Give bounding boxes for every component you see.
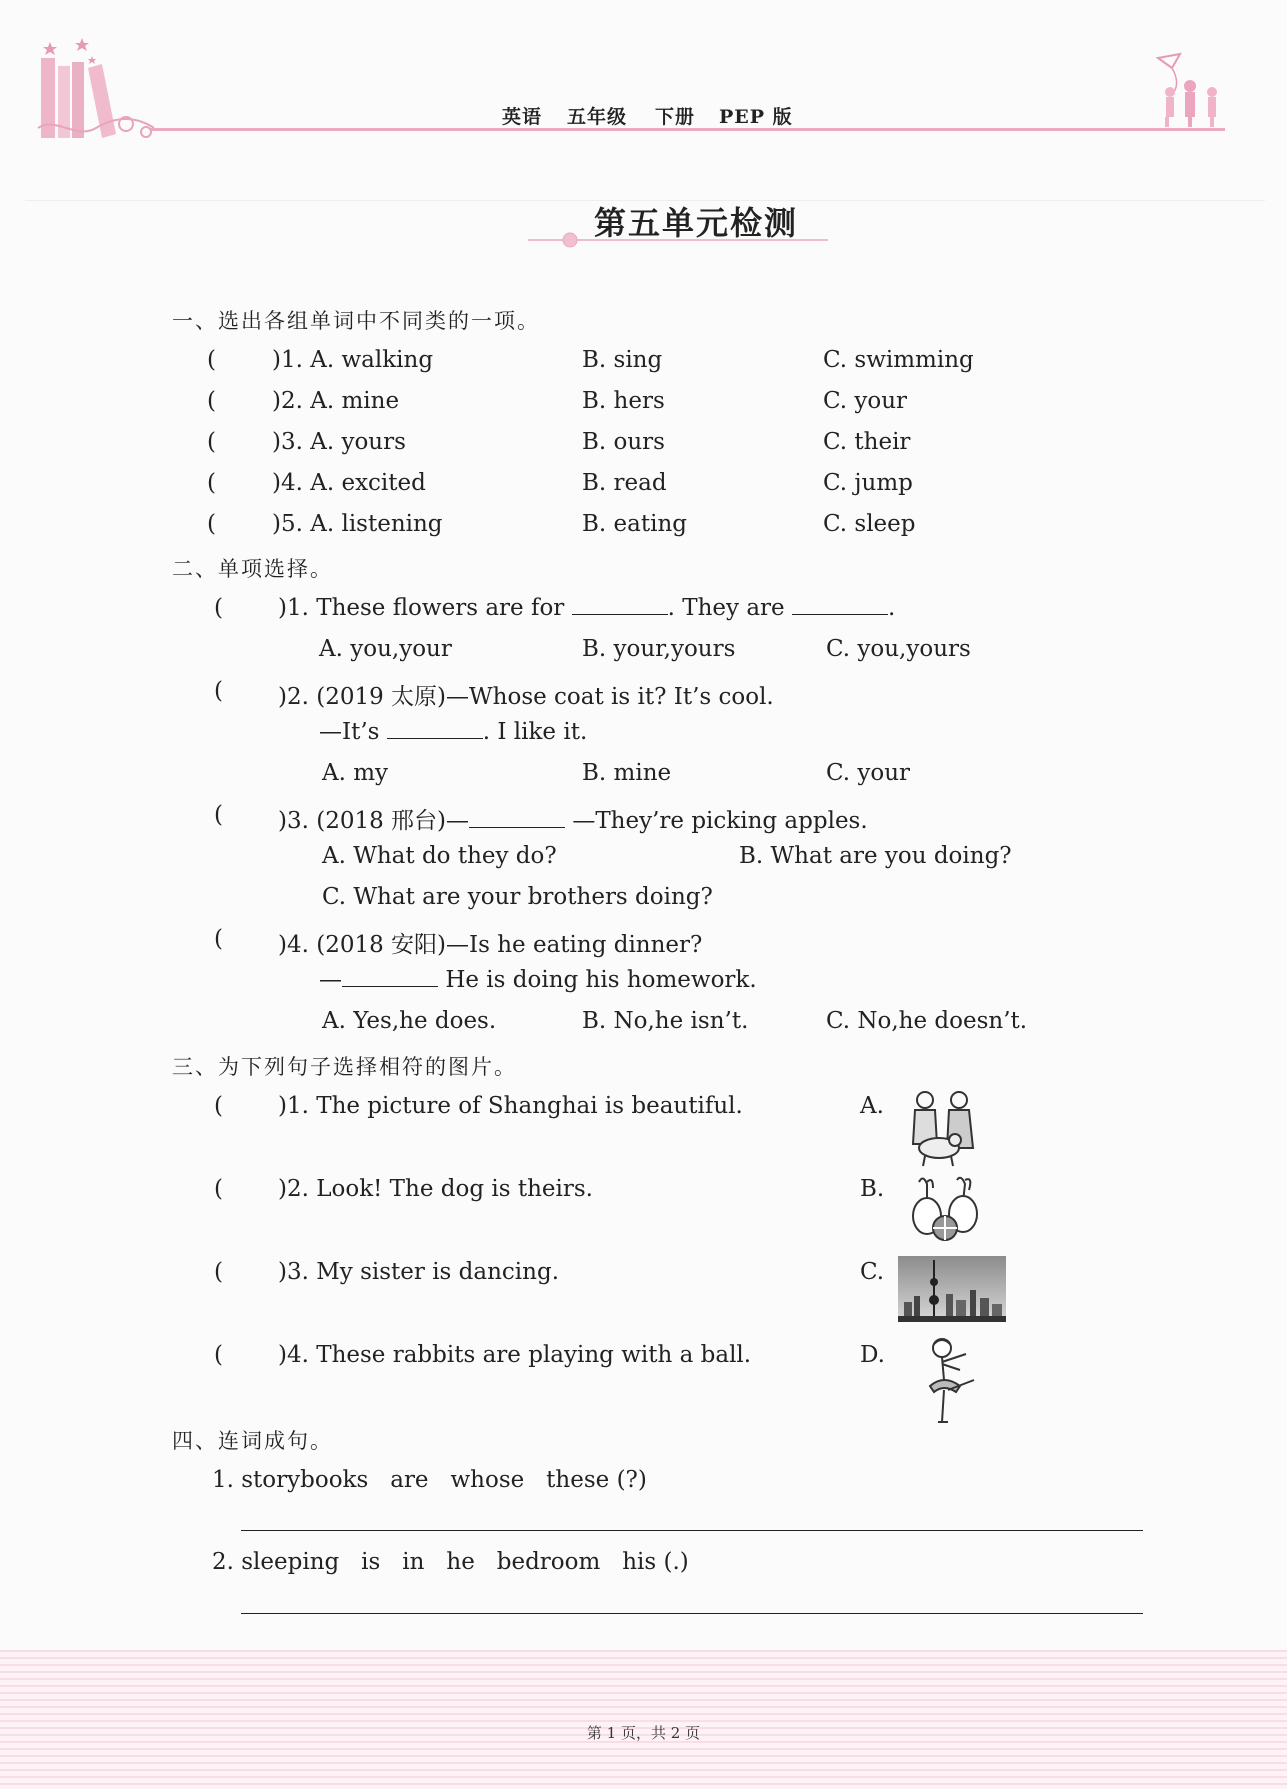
s1-q1-option-a: )1. A. walking: [272, 347, 434, 373]
s2-q4-line2-pre: —: [319, 967, 342, 993]
s2-q1-option-b: B. your,yours: [582, 636, 736, 662]
title-underline: [528, 230, 828, 250]
s4-q2-words: 2. sleeping is in he bedroom his (.): [212, 1549, 689, 1575]
section3-heading: 三、为下列句子选择相符的图片。: [172, 1055, 517, 1079]
s1-q5-option-c: C. sleep: [823, 511, 916, 537]
s2-paren[interactable]: (: [214, 926, 223, 952]
s2-q1-post: .: [887, 595, 896, 621]
s2-q3-pre: )3. (2018 邢台)—: [278, 808, 470, 834]
s2-q2-line2-post: . I like it.: [482, 719, 588, 745]
s3-q3-text: )3. My sister is dancing.: [278, 1259, 560, 1285]
s2-q3-post: —They’re picking apples.: [572, 808, 868, 834]
s3-q2-text: )2. Look! The dog is theirs.: [278, 1176, 593, 1202]
s1-q2-option-b: B. hers: [582, 388, 665, 414]
s2-q3-option-a: A. What do they do?: [322, 843, 557, 869]
s2-q3-option-c: C. What are your brothers doing?: [322, 884, 713, 910]
s2-q2-stem: )2. (2019 太原)—Whose coat is it? It’s cool.: [278, 684, 774, 710]
s4-q1-words: 1. storybooks are whose these (?): [212, 1467, 647, 1493]
picture-b-rabbits-with-ball: [905, 1174, 985, 1244]
header-edition: PEP 版: [719, 106, 793, 128]
s2-q2-line2: [319, 719, 587, 745]
s3-paren[interactable]: (: [214, 1259, 223, 1285]
s1-q1-option-c: C. swimming: [823, 347, 974, 373]
s1-q3-option-b: B. ours: [582, 429, 665, 455]
picture-d-dancing-girl: [920, 1336, 990, 1428]
s2-q4-option-b: B. No,he isn’t.: [582, 1008, 749, 1034]
answer-blank[interactable]: [792, 596, 888, 615]
picture-a-people-with-dog: [903, 1088, 983, 1168]
s3-letter-d: D.: [860, 1342, 885, 1368]
s1-q2-option-a: )2. A. mine: [272, 388, 400, 414]
section2-heading: 二、单项选择。: [172, 557, 333, 581]
section4-heading: 四、连词成句。: [172, 1429, 333, 1453]
s1-q5-option-b: B. eating: [582, 511, 687, 537]
header-decoration-right: [1150, 52, 1232, 130]
s2-q2-option-a: A. my: [322, 760, 389, 786]
header-subject: 英语: [502, 106, 543, 128]
s1-q4-option-b: B. read: [582, 470, 667, 496]
s2-paren[interactable]: (: [214, 678, 223, 704]
s1-q3-option-a: )3. A. yours: [272, 429, 406, 455]
s1-q1-option-b: B. sing: [582, 347, 663, 373]
s1-paren[interactable]: (: [207, 429, 216, 455]
s3-q4-text: )4. These rabbits are playing with a ball.: [278, 1342, 752, 1368]
s3-paren[interactable]: (: [214, 1093, 223, 1119]
s1-q4-option-a: )4. A. excited: [272, 470, 426, 496]
s3-q1-text: )1. The picture of Shanghai is beautiful.: [278, 1093, 743, 1119]
header-grade: 五年级: [567, 106, 628, 128]
s2-paren[interactable]: (: [214, 595, 223, 621]
s2-q4-option-c: C. No,he doesn’t.: [826, 1008, 1028, 1034]
s2-q3-stem: [278, 802, 868, 835]
answer-blank[interactable]: [469, 809, 565, 828]
s2-q2-option-c: C. your: [826, 760, 911, 786]
picture-c-shanghai-skyline: [898, 1256, 1006, 1322]
answer-blank[interactable]: [342, 968, 438, 987]
s1-q4-option-c: C. jump: [823, 470, 913, 496]
s1-paren[interactable]: (: [207, 511, 216, 537]
s2-q1-stem: [278, 595, 895, 621]
s3-paren[interactable]: (: [214, 1342, 223, 1368]
s3-paren[interactable]: (: [214, 1176, 223, 1202]
s2-q4-option-a: A. Yes,he does.: [322, 1008, 497, 1034]
header-term: 下册: [655, 106, 696, 128]
section1-heading: 一、选出各组单词中不同类的一项。: [172, 309, 540, 333]
s2-paren[interactable]: (: [214, 802, 223, 828]
s2-q3-option-b: B. What are you doing?: [739, 843, 1012, 869]
s2-q4-stem: )4. (2018 安阳)—Is he eating dinner?: [278, 932, 703, 958]
s2-q1-option-a: A. you,your: [319, 636, 452, 662]
s2-q2-line2-pre: —It’s: [319, 719, 380, 745]
s3-letter-c: C.: [860, 1259, 885, 1285]
s2-q4-line2: [319, 967, 757, 993]
s2-q1-mid: . They are: [667, 595, 785, 621]
s2-q4-line2-post: He is doing his homework.: [445, 967, 757, 993]
answer-blank[interactable]: [387, 720, 483, 739]
answer-blank[interactable]: [572, 596, 668, 615]
s1-q5-option-a: )5. A. listening: [272, 511, 443, 537]
header-decoration-left: [36, 36, 166, 151]
s1-paren[interactable]: (: [207, 347, 216, 373]
s1-paren[interactable]: (: [207, 470, 216, 496]
s2-q1-option-c: C. you,yours: [826, 636, 971, 662]
s3-letter-a: A.: [860, 1093, 884, 1119]
page-number: 第 1 页，共 2 页: [586, 1724, 701, 1742]
footer-band: [0, 1650, 1287, 1789]
s3-letter-b: B.: [860, 1176, 885, 1202]
answer-line[interactable]: [241, 1530, 1143, 1531]
page-title: 第五单元检测: [594, 204, 799, 242]
s2-q2-option-b: B. mine: [582, 760, 672, 786]
answer-line[interactable]: [241, 1613, 1143, 1614]
s1-q3-option-c: C. their: [823, 429, 911, 455]
s1-q2-option-c: C. your: [823, 388, 908, 414]
s1-paren[interactable]: (: [207, 388, 216, 414]
s2-q1-pre: )1. These flowers are for: [278, 595, 565, 621]
